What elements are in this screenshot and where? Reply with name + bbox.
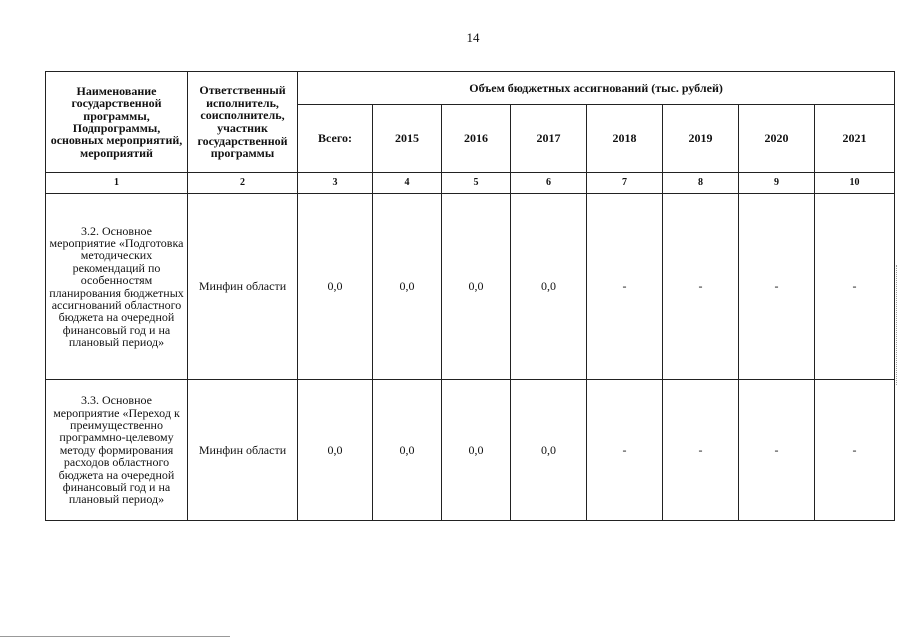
row-value-2016: 0,0 — [442, 380, 511, 521]
row-value-2017: 0,0 — [511, 194, 587, 380]
header-year-total: Всего: — [298, 105, 373, 173]
header-year-2020: 2020 — [739, 105, 815, 173]
scan-edge-marks — [896, 265, 903, 385]
row-value-2015: 0,0 — [373, 380, 442, 521]
row-value-2019: - — [663, 194, 739, 380]
row-value-total: 0,0 — [298, 194, 373, 380]
column-number: 6 — [511, 173, 587, 194]
row-value-2019: - — [663, 380, 739, 521]
column-numbers-row — [46, 173, 895, 194]
row-executor: Минфин области — [188, 194, 298, 380]
column-number: 9 — [739, 173, 815, 194]
column-number: 1 — [46, 173, 188, 194]
header-year-2015: 2015 — [373, 105, 442, 173]
header-year-2017: 2017 — [511, 105, 587, 173]
row-value-2016: 0,0 — [442, 194, 511, 380]
header-year-2019: 2019 — [663, 105, 739, 173]
column-number: 10 — [815, 173, 895, 194]
page-number: 14 — [466, 30, 480, 45]
row-value-2017: 0,0 — [511, 380, 587, 521]
table-row — [46, 194, 895, 380]
row-program-name: 3.3. Основное мероприятие «Переход к преимущественно программно-целевому методу формирования расходов областного бюджета на очередной финансовый год и на плановый период» — [46, 380, 188, 521]
row-value-2018: - — [587, 380, 663, 521]
header-row — [46, 72, 895, 105]
header-budget-group: Объем бюджетных ассигнований (тыс. рублей) — [298, 72, 895, 105]
row-executor: Минфин области — [188, 380, 298, 521]
row-value-2015: 0,0 — [373, 194, 442, 380]
header-year-2016: 2016 — [442, 105, 511, 173]
bottom-rule — [0, 636, 230, 637]
column-number: 2 — [188, 173, 298, 194]
row-value-2020: - — [739, 194, 815, 380]
row-program-name: 3.2. Основное мероприятие «Подготовка методических рекомендаций по особенностям планирования бюджетных ассигнований областного бюджета на очередной финансовый год и на плановый период» — [46, 194, 188, 380]
column-number: 7 — [587, 173, 663, 194]
row-value-2018: - — [587, 194, 663, 380]
header-executor: Ответственный исполнитель, соисполнитель, участник государственной программы — [188, 72, 298, 173]
column-number: 8 — [663, 173, 739, 194]
column-number: 3 — [298, 173, 373, 194]
budget-table — [45, 71, 895, 521]
header-program-name: Наименование государственной программы, Подпрограммы, основных мероприятий, мероприятий — [46, 72, 188, 173]
header-year-2018: 2018 — [587, 105, 663, 173]
row-value-2021: - — [815, 380, 895, 521]
header-year-2021: 2021 — [815, 105, 895, 173]
row-value-2020: - — [739, 380, 815, 521]
table-row — [46, 380, 895, 521]
column-number: 5 — [442, 173, 511, 194]
row-value-total: 0,0 — [298, 380, 373, 521]
column-number: 4 — [373, 173, 442, 194]
row-value-2021: - — [815, 194, 895, 380]
